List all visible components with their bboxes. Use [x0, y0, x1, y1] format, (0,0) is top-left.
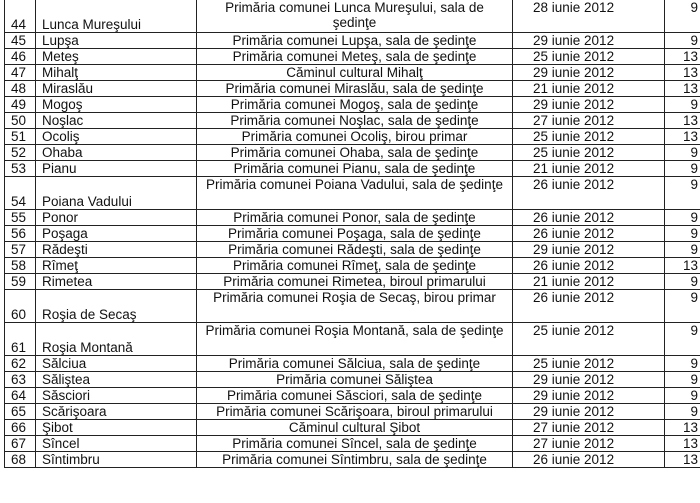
table-row — [5, 242, 700, 258]
venue-cell: Primăria comunei Noşlac, sala de şedinţe — [197, 113, 513, 129]
table-row — [5, 226, 700, 242]
row-number: 66 — [5, 420, 36, 436]
venue-cell: Primăria comunei Sălciua, sala de şedinţe — [197, 356, 513, 372]
count-cell: 9 — [665, 274, 700, 290]
venue-cell: Primăria comunei Sîntimbru, sala de şedinţe — [197, 452, 513, 468]
venue-cell: Primăria comunei Meteş, sala de şedinţe — [197, 49, 513, 65]
locality-cell: Noşlac — [36, 113, 197, 129]
table-row — [5, 372, 700, 388]
venue-cell: Primăria comunei Roşia de Secaş, birou primar — [197, 290, 513, 323]
date-cell: 29 iunie 2012 — [513, 33, 665, 49]
table-row — [5, 145, 700, 161]
locality-cell: Rîmeţ — [36, 258, 197, 274]
venue-cell: Primăria comunei Ocoliş, birou primar — [197, 129, 513, 145]
venue-cell: Primăria comunei Săsciori, sala de şedinţe — [197, 388, 513, 404]
locality-cell: Sîntimbru — [36, 452, 197, 468]
row-number: 63 — [5, 372, 36, 388]
table-row — [5, 210, 700, 226]
count-cell: 13 — [665, 113, 700, 129]
row-number: 64 — [5, 388, 36, 404]
locality-cell: Poşaga — [36, 226, 197, 242]
locality-cell: Roşia de Secaş — [36, 290, 197, 323]
table-row — [5, 452, 700, 468]
locality-cell: Miraslău — [36, 81, 197, 97]
venue-cell: Primăria comunei Rîmeţ, sala de şedinţe — [197, 258, 513, 274]
count-cell: 13 — [665, 81, 700, 97]
locality-cell: Săsciori — [36, 388, 197, 404]
row-number: 68 — [5, 452, 36, 468]
row-number: 54 — [5, 177, 36, 210]
locality-cell: Poiana Vadului — [36, 177, 197, 210]
venue-cell: Căminul cultural Şibot — [197, 420, 513, 436]
date-cell: 26 iunie 2012 — [513, 452, 665, 468]
locality-cell: Roşia Montană — [36, 323, 197, 356]
venue-cell: Primăria comunei Poşaga, sala de şedinţe — [197, 226, 513, 242]
date-cell: 29 iunie 2012 — [513, 372, 665, 388]
locality-cell: Scărişoara — [36, 404, 197, 420]
date-cell: 26 iunie 2012 — [513, 177, 665, 210]
table-row — [5, 420, 700, 436]
count-cell: 13 — [665, 65, 700, 81]
venue-cell: Primăria comunei Mogoş, sala de şedinţe — [197, 97, 513, 113]
date-cell: 21 iunie 2012 — [513, 274, 665, 290]
count-cell: 9 — [665, 404, 700, 420]
venue-cell: Primăria comunei Săliştea — [197, 372, 513, 388]
date-cell: 27 iunie 2012 — [513, 436, 665, 452]
locality-cell: Mogoş — [36, 97, 197, 113]
date-cell: 29 iunie 2012 — [513, 388, 665, 404]
date-cell: 21 iunie 2012 — [513, 81, 665, 97]
table-row — [5, 177, 700, 210]
locality-cell: Lupşa — [36, 33, 197, 49]
date-cell: 29 iunie 2012 — [513, 404, 665, 420]
date-cell: 28 iunie 2012 — [513, 0, 665, 33]
row-number: 44 — [5, 0, 36, 33]
table-row — [5, 388, 700, 404]
date-cell: 26 iunie 2012 — [513, 290, 665, 323]
table-row — [5, 290, 700, 323]
date-cell: 25 iunie 2012 — [513, 129, 665, 145]
venue-cell: Primăria comunei Poiana Vadului, sala de şedinţe — [197, 177, 513, 210]
venue-cell: Primăria comunei Sîncel, sala de şedinţe — [197, 436, 513, 452]
table-row — [5, 33, 700, 49]
date-cell: 26 iunie 2012 — [513, 226, 665, 242]
venue-cell: Primăria comunei Lunca Mureşului, sala de şedinţe — [197, 0, 513, 33]
row-number: 62 — [5, 356, 36, 372]
venue-cell: Primăria comunei Ponor, sala de şedinţe — [197, 210, 513, 226]
row-number: 55 — [5, 210, 36, 226]
table-body — [5, 0, 700, 468]
date-cell: 27 iunie 2012 — [513, 113, 665, 129]
row-number: 53 — [5, 161, 36, 177]
row-number: 49 — [5, 97, 36, 113]
count-cell: 9 — [665, 33, 700, 49]
locality-cell: Sîncel — [36, 436, 197, 452]
count-cell: 13 — [665, 49, 700, 65]
count-cell: 9 — [665, 356, 700, 372]
row-number: 60 — [5, 290, 36, 323]
table-row — [5, 0, 700, 33]
row-number: 46 — [5, 49, 36, 65]
locality-cell: Săliştea — [36, 372, 197, 388]
count-cell: 13 — [665, 436, 700, 452]
date-cell: 25 iunie 2012 — [513, 145, 665, 161]
locality-cell: Meteş — [36, 49, 197, 65]
table-row — [5, 258, 700, 274]
table-row — [5, 129, 700, 145]
table-row — [5, 113, 700, 129]
locality-cell: Şibot — [36, 420, 197, 436]
date-cell: 27 iunie 2012 — [513, 420, 665, 436]
date-cell: 26 iunie 2012 — [513, 258, 665, 274]
count-cell: 9 — [665, 177, 700, 210]
row-number: 56 — [5, 226, 36, 242]
row-number: 67 — [5, 436, 36, 452]
count-cell: 9 — [665, 388, 700, 404]
locality-cell: Lunca Mureşului — [36, 0, 197, 33]
table-row — [5, 356, 700, 372]
row-number: 48 — [5, 81, 36, 97]
count-cell: 9 — [665, 145, 700, 161]
venue-cell: Primăria comunei Miraslău, sala de şedinţe — [197, 81, 513, 97]
date-cell: 25 iunie 2012 — [513, 323, 665, 356]
table-row — [5, 323, 700, 356]
date-cell: 25 iunie 2012 — [513, 49, 665, 65]
date-cell: 29 iunie 2012 — [513, 242, 665, 258]
table-row — [5, 161, 700, 177]
locality-cell: Sălciua — [36, 356, 197, 372]
date-cell: 25 iunie 2012 — [513, 356, 665, 372]
polling-schedule-table — [4, 0, 700, 468]
locality-cell: Rădeşti — [36, 242, 197, 258]
row-number: 45 — [5, 33, 36, 49]
table-row — [5, 436, 700, 452]
count-cell: 9 — [665, 290, 700, 323]
date-cell: 21 iunie 2012 — [513, 161, 665, 177]
table-row — [5, 81, 700, 97]
date-cell: 29 iunie 2012 — [513, 65, 665, 81]
count-cell: 9 — [665, 161, 700, 177]
venue-cell: Primăria comunei Rădeşti, sala de şedinţe — [197, 242, 513, 258]
table-row — [5, 404, 700, 420]
locality-cell: Ponor — [36, 210, 197, 226]
table-row — [5, 49, 700, 65]
locality-cell: Ocoliş — [36, 129, 197, 145]
count-cell: 9 — [665, 210, 700, 226]
row-number: 52 — [5, 145, 36, 161]
locality-cell: Ohaba — [36, 145, 197, 161]
locality-cell: Pianu — [36, 161, 197, 177]
venue-cell: Primăria comunei Ohaba, sala de şedinţe — [197, 145, 513, 161]
locality-cell: Mihalţ — [36, 65, 197, 81]
venue-cell: Primăria comunei Pianu, sala de şedinţe — [197, 161, 513, 177]
table-row — [5, 274, 700, 290]
row-number: 57 — [5, 242, 36, 258]
row-number: 59 — [5, 274, 36, 290]
date-cell: 29 iunie 2012 — [513, 97, 665, 113]
table-row — [5, 65, 700, 81]
row-number: 51 — [5, 129, 36, 145]
count-cell: 13 — [665, 452, 700, 468]
venue-cell: Primăria comunei Scărişoara, biroul primarului — [197, 404, 513, 420]
count-cell: 9 — [665, 0, 700, 33]
count-cell: 9 — [665, 242, 700, 258]
count-cell: 13 — [665, 129, 700, 145]
date-cell: 26 iunie 2012 — [513, 210, 665, 226]
count-cell: 9 — [665, 226, 700, 242]
locality-cell: Rimetea — [36, 274, 197, 290]
row-number: 47 — [5, 65, 36, 81]
count-cell: 9 — [665, 97, 700, 113]
row-number: 61 — [5, 323, 36, 356]
row-number: 58 — [5, 258, 36, 274]
row-number: 65 — [5, 404, 36, 420]
table-row — [5, 97, 700, 113]
row-number: 50 — [5, 113, 36, 129]
venue-cell: Căminul cultural Mihalţ — [197, 65, 513, 81]
venue-cell: Primăria comunei Lupşa, sala de şedinţe — [197, 33, 513, 49]
count-cell: 13 — [665, 258, 700, 274]
count-cell: 13 — [665, 420, 700, 436]
count-cell: 9 — [665, 323, 700, 356]
venue-cell: Primăria comunei Roşia Montană, sala de şedinţe — [197, 323, 513, 356]
count-cell: 9 — [665, 372, 700, 388]
venue-cell: Primăria comunei Rimetea, biroul primarului — [197, 274, 513, 290]
